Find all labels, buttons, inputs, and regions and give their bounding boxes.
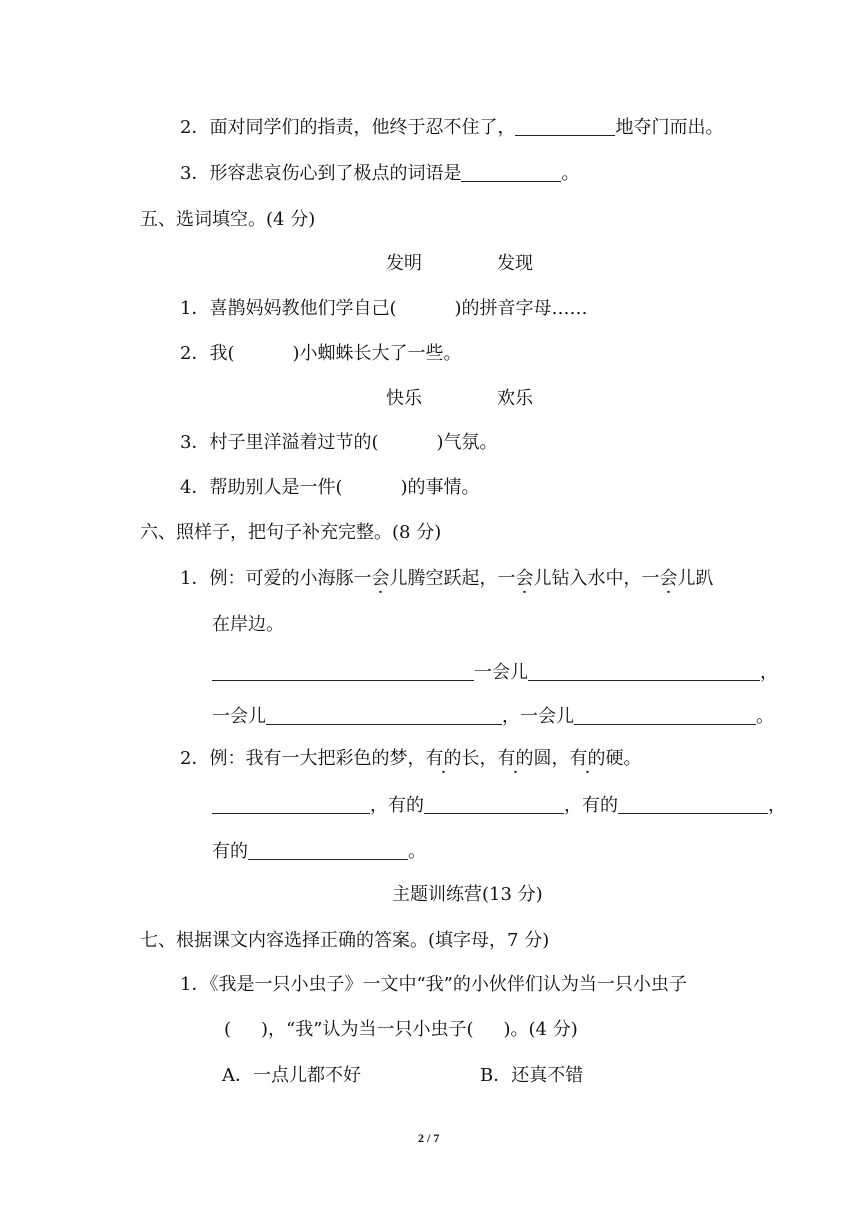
word-choice-3: 快乐 — [386, 388, 422, 409]
q6-item-2-example: 2．例：我有一大把彩色的梦，有的长，有的圆，有的硬。 — [180, 746, 641, 772]
q6-item-1-example: 1．例：可爱的小海豚一会儿腾空跃起，一会儿钻入水中，一会儿趴 — [180, 566, 713, 592]
q5-item-1: 1．喜鹊妈妈教他们学自己( )的拼音字母…… — [180, 298, 588, 319]
emphasis-keyword: 有的 — [425, 748, 462, 769]
q5-heading: 五、选词填空。(4 分) — [140, 209, 316, 230]
q6-item-2-fill-line-2: 有的 。 — [212, 841, 426, 862]
answer-blank[interactable] — [266, 706, 502, 725]
word-choice-4: 欢乐 — [497, 388, 533, 409]
answer-blank[interactable] — [528, 662, 760, 681]
q6-item-1-fill-line-1: 一会儿 ， — [212, 660, 778, 686]
answer-blank[interactable] — [515, 117, 615, 136]
page-number: 2 / 7 — [418, 1131, 440, 1145]
q7-item-1-line-2: ( )，“我”认为当一只小虫子( )。(4 分) — [224, 1019, 578, 1040]
q7-heading: 七、根据课文内容选择正确的答案。(填字母，7 分) — [140, 930, 550, 951]
answer-blank[interactable] — [574, 706, 756, 725]
q6-item-1-fill-line-2: 一会儿 ，一会儿 。 — [212, 706, 774, 727]
word-choice-1: 发明 — [386, 253, 422, 274]
option-a: A．一点儿都不好 — [222, 1065, 361, 1086]
emphasis-keyword: 一会儿 — [353, 568, 408, 589]
q6-heading: 六、照样子，把句子补充完整。(8 分) — [140, 522, 442, 543]
q7-item-1-line-1: 1．《我是一只小虫子》一文中“我”的小伙伴们认为当一只小虫子 — [180, 974, 687, 995]
word-choice-2: 发现 — [497, 253, 533, 274]
answer-blank[interactable] — [212, 795, 370, 814]
emphasis-keyword: 一会儿 — [497, 568, 552, 589]
option-b: B．还真不错 — [480, 1065, 584, 1086]
q6-item-2-fill-line-1: ，有的 ，有的 ， — [212, 793, 786, 819]
q4-item-3: 3．形容悲哀伤心到了极点的词语是 。 — [180, 163, 580, 184]
q4-item-2: 2．面对同学们的指责，他终于忍不住了， 地夺门而出。 — [180, 117, 724, 138]
answer-blank[interactable] — [424, 795, 564, 814]
emphasis-keyword: 有的 — [569, 748, 606, 769]
emphasis-keyword: 一会儿 — [641, 568, 696, 589]
q5-item-2: 2．我( )小蜘蛛长大了一些。 — [180, 343, 462, 364]
emphasis-keyword: 有的 — [497, 748, 534, 769]
q5-item-4: 4．帮助别人是一件( )的事情。 — [180, 477, 480, 498]
answer-blank[interactable] — [461, 163, 561, 182]
answer-blank[interactable] — [248, 841, 408, 860]
answer-blank[interactable] — [212, 662, 474, 681]
section-title: 主题训练营(13 分) — [392, 884, 543, 905]
q6-item-1-continuation: 在岸边。 — [212, 614, 284, 635]
answer-blank[interactable] — [618, 795, 768, 814]
q5-item-3: 3．村子里洋溢着过节的( )气氛。 — [180, 432, 498, 453]
